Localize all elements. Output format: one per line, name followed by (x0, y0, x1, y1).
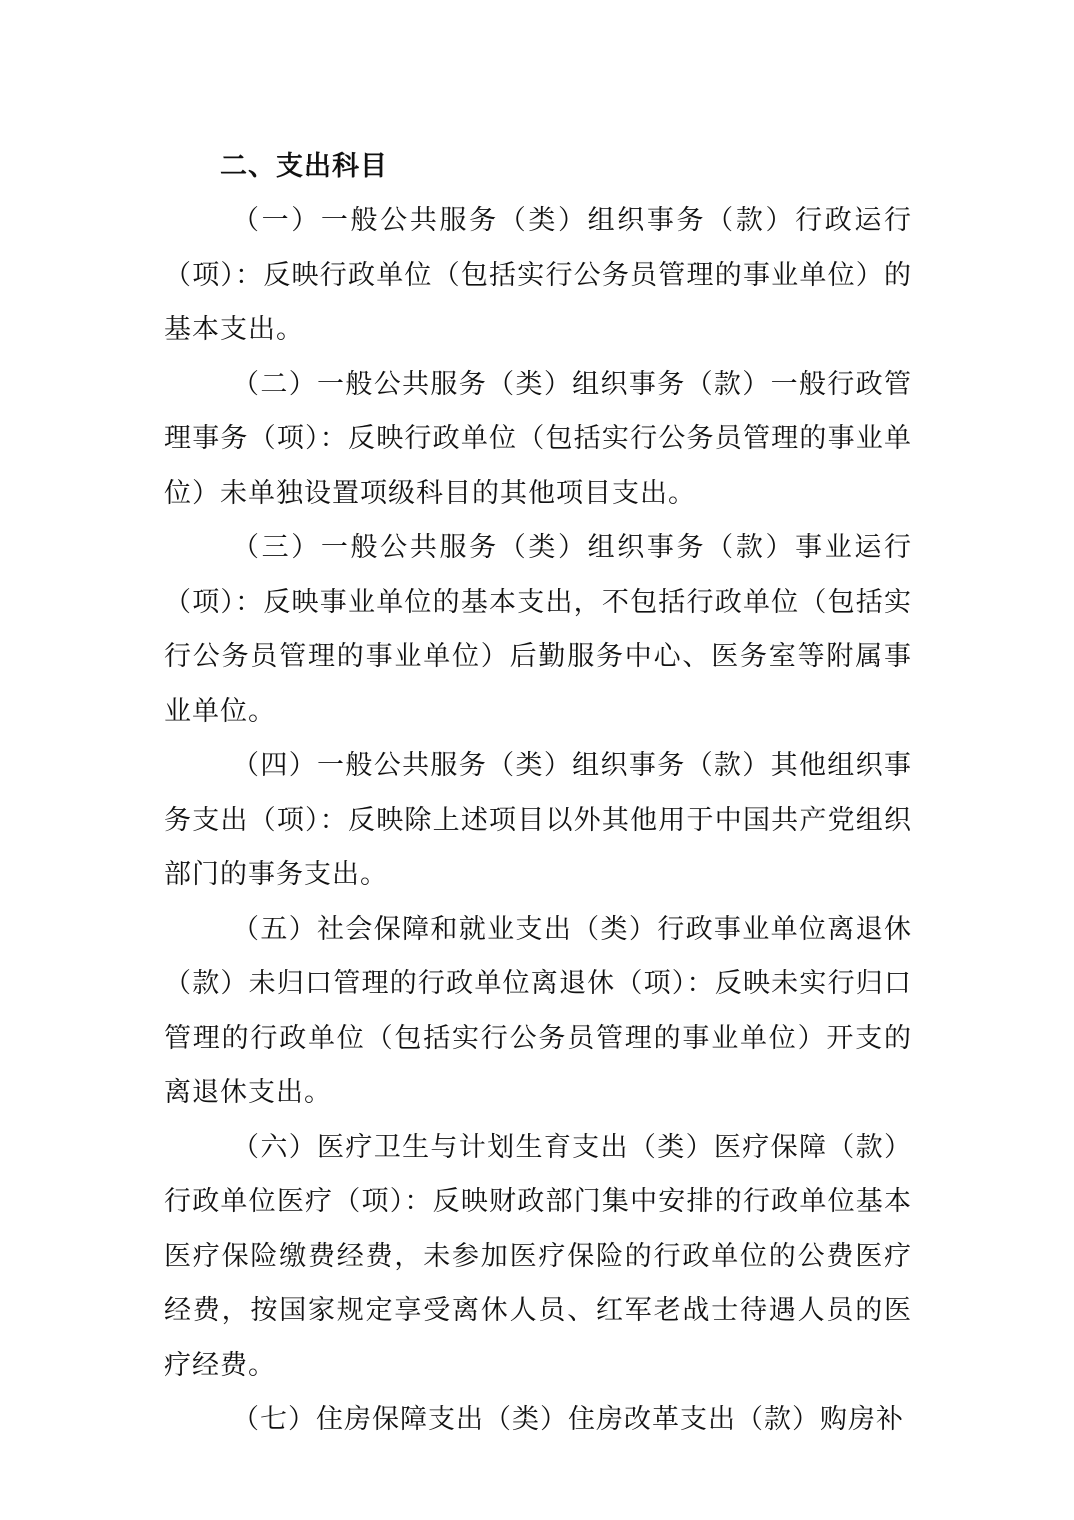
paragraph-4: （四）一般公共服务（类）组织事务（款）其他组织事务支出（项）：反映除上述项目以外其他用于中国共产党组织部门的事务支出。 (164, 750, 912, 890)
paragraph-6: （六）医疗卫生与计划生育支出（类）医疗保障（款）行政单位医疗（项）：反映财政部门集中安排的行政单位基本医疗保险缴费经费，未参加医疗保险的行政单位的公费医疗经费，按国家规定享受离休人员、红军老战士待遇人员的医疗经费。 (164, 1131, 912, 1381)
paragraph-5: （五）社会保障和就业支出（类）行政事业单位离退休（款）未归口管理的行政单位离退休（项）：反映未实行归口管理的行政单位（包括实行公务员管理的事业单位）开支的离退休支出。 (164, 913, 912, 1108)
paragraph-3: （三）一般公共服务（类）组织事务（款）事业运行（项）：反映事业单位的基本支出，不包括行政单位（包括实行公务员管理的事业单位）后勤服务中心、医务室等附属事业单位。 (164, 532, 912, 727)
section-heading: 二、支出科目 (220, 151, 388, 182)
paragraph-7: （七）住房保障支出（类）住房改革支出（款）购房补 (232, 1404, 904, 1435)
paragraph-1: （一）一般公共服务（类）组织事务（款）行政运行（项）：反映行政单位（包括实行公务员管理的事业单位）的基本支出。 (164, 205, 912, 345)
paragraph-2: （二）一般公共服务（类）组织事务（款）一般行政管理事务（项）：反映行政单位（包括实行公务员管理的事业单位）未单独设置项级科目的其他项目支出。 (164, 368, 912, 509)
document-body (164, 140, 912, 1448)
